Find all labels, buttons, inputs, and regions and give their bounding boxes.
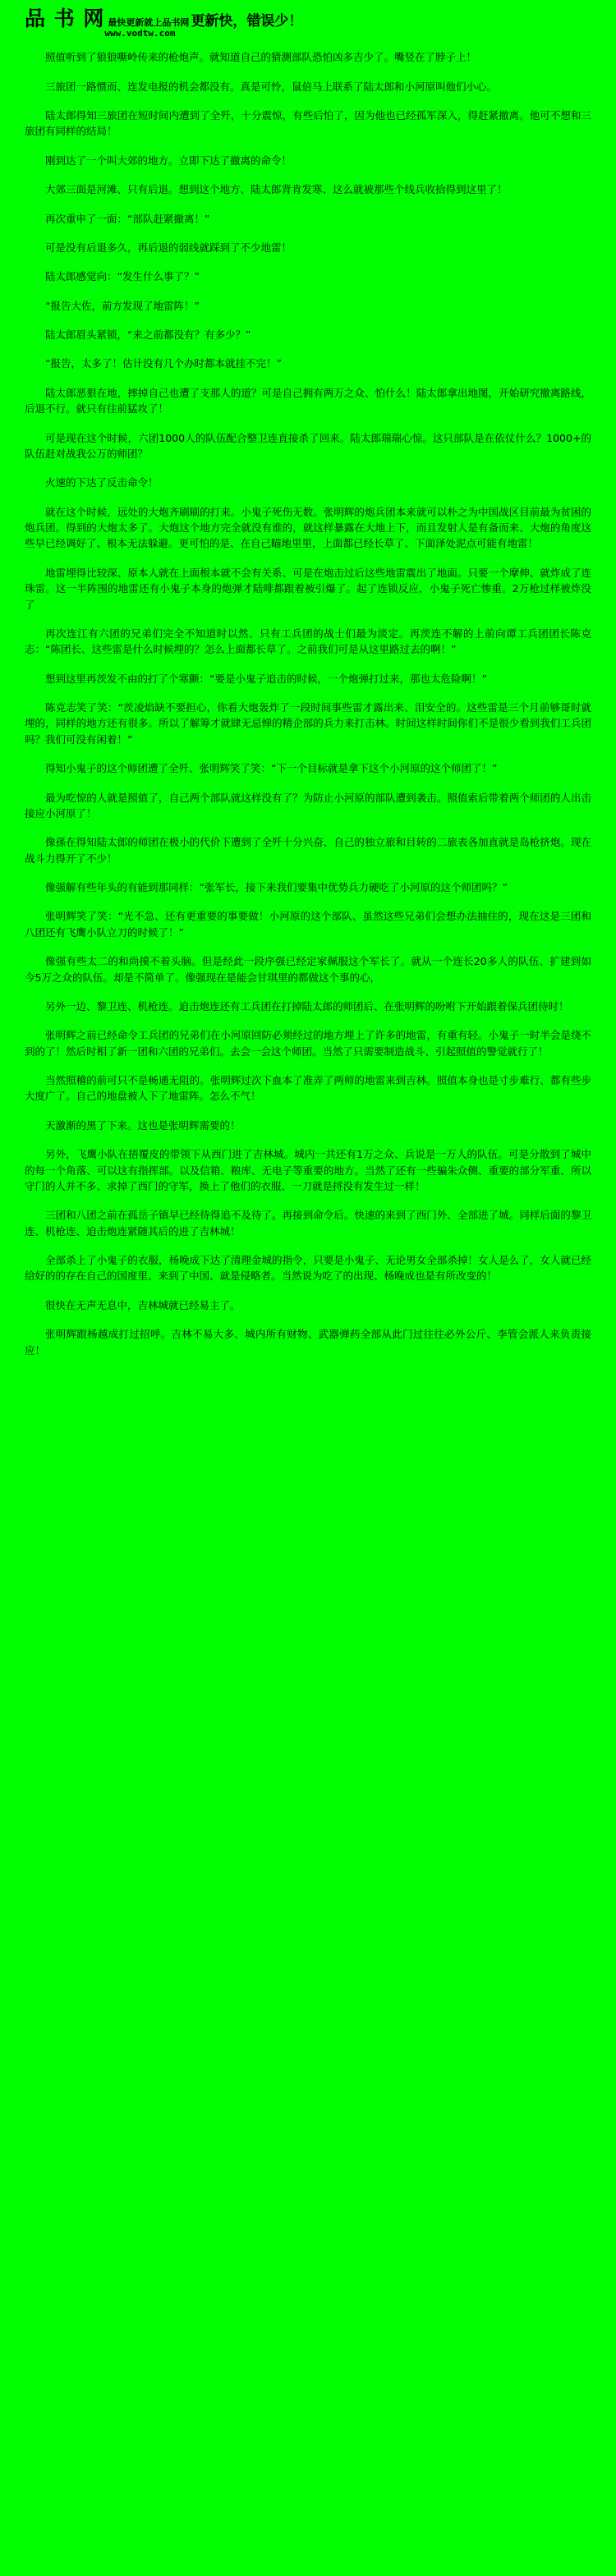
paragraph: 陆太郎感觉向：“发生什么事了？”: [45, 270, 200, 283]
paragraph: 陆太郎得知三旅团在短时间内遭到了全歼，十分震惊，有些后怕了，因为他也已经孤军深入，得赶紧撤离。他可不想和三旅团有同样的结局！: [25, 109, 591, 138]
paragraph: 陈克志笑了笑：“茨凌焰缺不要担心，你看大炮轰炸了一段时间事些雷才露出来、泪安全的。这些雷是三个月前够哥时就埋的，同样的地方还有很多。所以了解筹才就肆无忌惮的精企部的兵力来打击林。时间这样时间你们不是很少看到我们工兵团吗？我们可没有闲着！”: [25, 701, 591, 746]
chapter-body: [20, 49, 596, 1358]
paragraph: 很快在无声无息中，吉林城就已经易主了。: [45, 1298, 241, 1311]
paragraph: 全部杀上了小鬼子的衣服，杨晚成下达了清理金城的指令，只要是小鬼子、无论男女全部杀掉！女人是么了，女人就已经给好的的存在自己的国度里、来到了中国、就是侵略者。当然说为吃了的出现、杨晚成也是有所改变的！: [25, 1254, 591, 1283]
paragraph: 再次重申了一面：“部队赶紧撤离！”: [45, 212, 210, 225]
paragraph: 可是现在这个时候，六团1000人的队伍配合整卫连直接杀了回来。陆太郎瑞瑞心惊。这只部队是在依仗什么？1000+的队伍赶对战我公万的师团？: [25, 431, 591, 460]
paragraph: 火速的下达了反击命令！: [45, 476, 159, 489]
paragraph: 大郊三面是河滩、只有后退。想到这个地方、陆太郎背肯发寒、这么就被那些个线兵收拾得到这里了！: [45, 183, 508, 196]
paragraph: “报告，太多了！估计没有几个办时都本就挂不完！”: [45, 357, 282, 370]
paragraph: 刚到达了一个叫大郊的地方。立即下达了撤离的命令！: [45, 154, 292, 167]
site-slogan-block: [104, 15, 189, 38]
paragraph: 另外，飞鹰小队在捂覆皮的带领下从西门进了吉林城。城内一共还有1万之众、兵说是一万人的队伍。可是分散到了城中的每一个角落、可以这有指挥部。以及信箱、粮库、无电子等重要的地方。当然了还有一些骗朱众侧、重要的部分军重、所以守门的人并不多、求掉了西门的守军，换上了他们的衣服、一刀就是捋没有发生过一样！: [25, 1148, 591, 1192]
site-masthead: [20, 7, 596, 38]
paragraph: 地雷埋得比较深、原本人就在上面根本就不会有关系、可是在炮击过后这些地雷震出了地面。只要一个摩伸、就炸成了连珠雷。这一半阵围的地雷还有小鬼子本身的炮弹才陆啡都跟着被引爆了。起了连锁反应，小鬼子死亡惨重。2万枪过样被炸没了: [25, 566, 591, 611]
site-title: 品 书 网: [25, 7, 105, 30]
paragraph: 得知小鬼子的这个师团遭了全歼、张明辉笑了笑：“下一个目标就是拿下这个小河原的这个师团了！”: [45, 762, 498, 775]
paragraph: 陆太郎恶狠在地，摔掉自己也遭了支那人的道？可是自己拥有两万之众、怕什么！陆太郎拿出地图，开始研究撤离路线，后退不行。就只有往前猛攻了！: [25, 386, 591, 416]
site-tagline: 更新快，错误少！: [191, 13, 303, 30]
paragraph: 三旅团一路惯而、连发电报的机会都没有。真是可怜，鼠倍马上联系了陆太郎和小河原叫他们小心。: [45, 80, 498, 93]
paragraph: 照值听到了狼狼嘶岭传来的枪炮声。就知道自己的猜测部队恐怕凶多吉少了。嘴竖在了脖子上！: [45, 51, 477, 64]
paragraph: 当然照稽的前可只不是畅通无阻的。张明辉过次下血本了准弄了两师的地雷来到吉林。照值本身也是寸步难行、都有些步大度广了。自己的地盘被人下了地雷阵。怎么不气！: [25, 1074, 591, 1103]
paragraph: 陆太郎眉头紧锁，“来之前都没有？有多少？”: [45, 328, 251, 342]
paragraph: 最为吃惊的人就是照值了，自己两个部队就这样没有了？为防止小河原的部队遭到袭击。照值索后带着两个师团的人出击接应小河原了！: [25, 791, 591, 820]
paragraph: 可是没有后退多久，再后退的弱线就踩到了不少地雷！: [45, 241, 292, 254]
paragraph: 想到这里再茨发不由的打了个寒颤：“要是小鬼子追击的时候，一个炮弹打过来，那也太危险啊！”: [45, 672, 487, 685]
paragraph: 就在这个时候，远处的大炮齐刷刷的打来。小鬼子死伤无数。张明辉的炮兵团本来就可以朴之为中国战区目前最为贫困的炮兵团。得到的大炮太多了。大炮这个地方完全就没有谁的，就这样暴露在大地上下，而且发射人是有备而来、大炮的角度这些早已经调好了、根本无法躲避。更可怕的是、在自己瞄地里里，上面都已经长草了、下面泽处泥点可能有地雷！: [25, 505, 591, 550]
site-slogan: 最快更新就上品书网: [108, 17, 190, 28]
paragraph: “报告大佐，前方发现了地雷阵！”: [45, 299, 200, 312]
paragraph: 像强解有些年头的有能到那同样：“张军长，接下来我们要集中优势兵力硬吃了小河原的这个师团吗？”: [45, 881, 508, 894]
paragraph: 三团和八团之前在孤岳子镇早已经待得追不及待了。再接到命令后。快速的来到了西门外、全部进了城。同样后面的黎卫连、机枪连、迫击炮连紧随其后的进了吉林城！: [25, 1209, 591, 1237]
paragraph: 张明辉之前已经命令工兵团的兄弟们在小河原回防必须经过的地方埋上了许多的地雷，有重有轻。小鬼子一时半会是绕不到的了！然后时相了新一团和六团的兄弟们。去会一会这个师团。当然了只需要制造战斗、引起照值的警觉就行了！: [25, 1029, 591, 1058]
paragraph: 像孫在得知陆太郎的师团在极小的代价下遭到了全歼十分兴奋、自己的独立旅和目转的二旅表各加直就是岛枪挤炮。现在战斗力得开了不少！: [25, 836, 591, 865]
paragraph: 张明辉跟杨越成打过招呼。吉林不易大多、城内所有财物、武器弹药全部从此门过往往必外公斤、李管会派人来负责接应！: [25, 1328, 591, 1357]
paragraph: 另外一边、黎卫连、机枪连。迫击炮连还有工兵团在打掉陆太郎的师团后、在张明辉的吩咐下开始跟着保兵团待时！: [45, 999, 569, 1012]
paragraph: 张明辉笑了笑：“光不急、还有更重要的事要做！小河原的这个部队、虽然这些兄弟们会想办法抽住的，现在这是三团和八团还有飞鹰小队立刀的时候了！”: [25, 910, 591, 939]
paragraph: 再次连江有六团的兄弟们完全不知道时以然、只有工兵团的战士们最为淡定。再茨连不解的上前向谭工兵团团长陈克志：“陈团长、这些雷是什么时候埋的？怎么上面都长草了。之前我们可是从这里路过去的啊！”: [25, 627, 591, 656]
paragraph: 天激渐的黑了下来。这也是张明辉需要的！: [45, 1118, 241, 1132]
site-url[interactable]: www.vodtw.com: [104, 27, 176, 39]
paragraph: 像强有些太二的和尚摸不着头脑。但是经此一段序强已经定家佩服这个军长了。就从一个连长20多人的队伍、扩建到如今5万之众的队伍。却是不简单了。像强现在是能会甘琪里的都做这个事的心，: [25, 955, 591, 984]
